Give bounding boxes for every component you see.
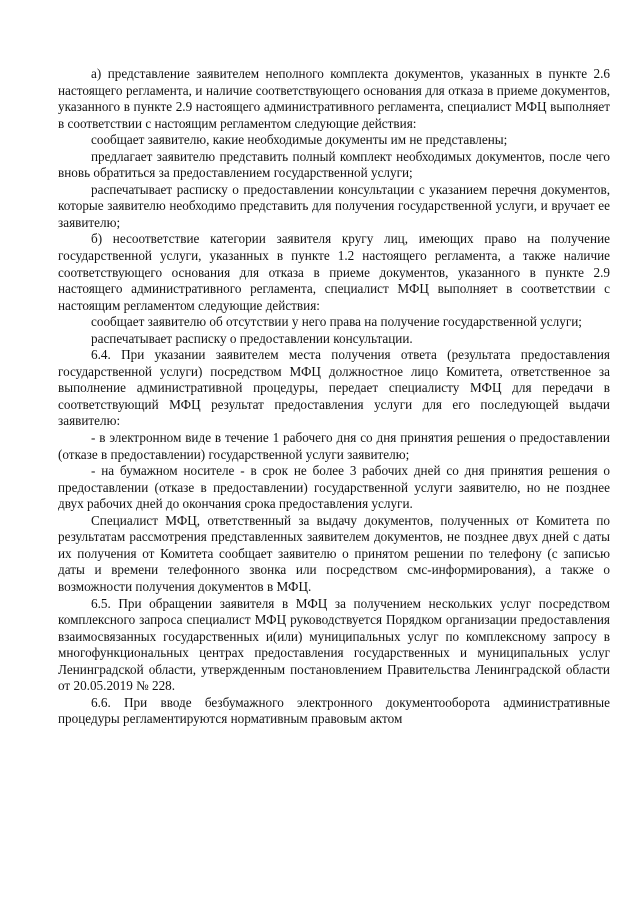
paragraph-print-receipt: распечатывает расписку о предоставлении консультации. [91, 330, 413, 346]
paragraph-paper-delivery: - на бумажном носителе - в срок не более 3 рабочих дней со дня принятия решения о предоставлении (отказе в предоставлении) государственной услуги заявителю, но не позднее двух рабочих дней до окончания срока предоставления услуги. [58, 463, 610, 512]
paragraph-a-incomplete-documents: а) представление заявителем неполного комплекта документов, указанных в пункте 2.6 настоящего регламента, и наличие соответствующего основания для отказа в приеме документов, указанного в пункте 2.9 настоящего административного регламента, специалист МФЦ выполняет в соответствии с настоящим регламентом следующие действия: [58, 66, 610, 131]
paragraph-6-6: 6.6. При вводе безбумажного электронного документооборота административные процедуры регламентируются нормативным правовым актом [58, 694, 610, 727]
paragraph-b-category-mismatch: б) несоответствие категории заявителя кругу лиц, имеющих право на получение государственной услуги, указанных в пункте 1.2 настоящего регламента, а также наличие соответствующего основания для отказа в приеме документов, указанного в пункте 2.9 настоящего административного регламента, специалист МФЦ выполняет в соответствии с настоящим регламентом следующие действия: [58, 231, 610, 313]
paragraph-6-5: 6.5. При обращении заявителя в МФЦ за получением нескольких услуг посредством комплексного запроса специалист МФЦ руководствуется Порядком организации предоставления взаимосвязанных государственных и(или) муниципальных услуг по комплексному запросу в многофункциональных центрах предоставления государственных и муниципальных услуг Ленинградской области, утвержденным постановлением Правительства Ленинградской области от 20.05.2019 № 228. [58, 595, 610, 694]
paragraph-inform-no-right: сообщает заявителю об отсутствии у него права на получение государственной услуги; [91, 314, 582, 330]
document-page [58, 66, 610, 728]
paragraph-6-4: 6.4. При указании заявителем места получения ответа (результата предоставления государственной услуги) посредством МФЦ должностное лицо Комитета, ответственное за выполнение административной процедуры, передает специалисту МФЦ для передачи в соответствующий МФЦ результат предоставления услуги для его последующей выдачи заявителю: [58, 347, 610, 429]
paragraph-electronic-delivery: - в электронном виде в течение 1 рабочего дня со дня принятия решения о предоставлении (отказе в предоставлении) государственной услуги заявителю; [58, 430, 610, 462]
paragraph-print-receipt-list: распечатывает расписку о предоставлении консультации с указанием перечня документов, которые заявителю необходимо представить для получения государственной услуги, и вручает ее заявителю; [58, 181, 610, 230]
paragraph-mfc-specialist: Специалист МФЦ, ответственный за выдачу документов, полученных от Комитета по результатам рассмотрения представленных заявителем документов, не позднее двух дней с даты их получения от Комитета сообщает заявителю о принятом решении по телефону (с записью даты и времени телефонного звонка или посредством смс-информирования), а также о возможности получения документов в МФЦ. [58, 512, 610, 594]
paragraph-inform-missing-documents: сообщает заявителю, какие необходимые документы им не представлены; [91, 132, 508, 148]
paragraph-offer-full-set: предлагает заявителю представить полный комплект необходимых документов, после чего вновь обратиться за предоставлением государственной услуги; [58, 148, 610, 181]
